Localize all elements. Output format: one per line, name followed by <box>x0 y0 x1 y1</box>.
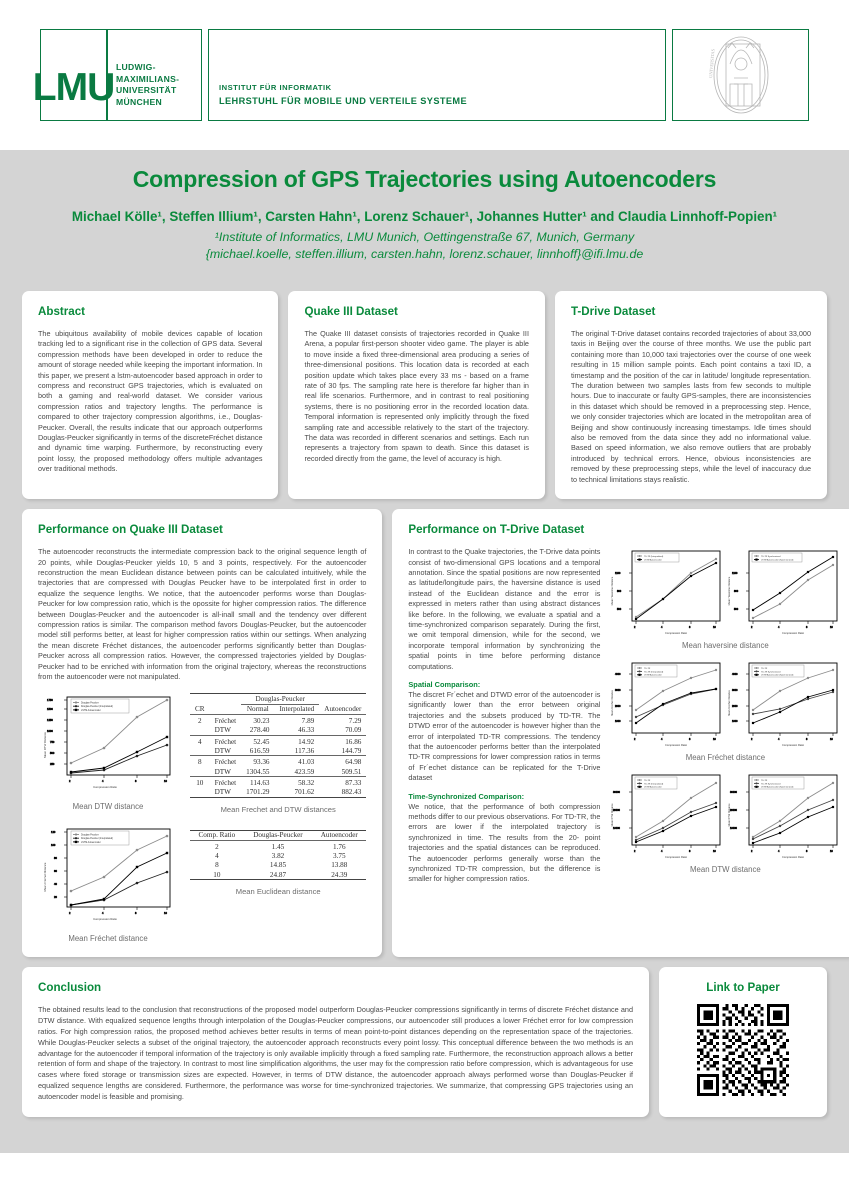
time-sync-comparison-heading: Time-Synchronized Comparison: <box>408 791 525 801</box>
figure-tdrive-frechet <box>610 659 840 762</box>
table-row: DTW 616.59 117.36 144.79 <box>190 746 366 756</box>
tdrive-haversine-caption: Mean haversine distance <box>682 641 769 651</box>
svg-text:Compression Ratio: Compression Ratio <box>665 744 688 748</box>
svg-text:1500: 1500 <box>47 708 53 712</box>
svg-text:TD-TR (Interpolated): TD-TR (Interpolated) <box>644 555 664 558</box>
svg-text:LSTM Autoencoder: LSTM Autoencoder <box>81 842 101 845</box>
svg-text:TD-TR (Interpolated): TD-TR (Interpolated) <box>644 783 664 786</box>
quake-dtw-legend <box>71 699 129 713</box>
svg-text:80: 80 <box>54 857 57 861</box>
frechet-spatial-legend <box>635 665 677 677</box>
row-conclusion <box>22 967 827 1116</box>
svg-text:2: 2 <box>634 626 636 630</box>
paper-qr-code[interactable] <box>697 1004 789 1096</box>
svg-text:8: 8 <box>689 738 691 742</box>
col-dp: Douglas-Peucker <box>244 830 312 840</box>
svg-text:10: 10 <box>164 912 167 916</box>
svg-text:1000: 1000 <box>615 720 621 724</box>
svg-text:4: 4 <box>102 912 104 916</box>
frechet-sync-legend <box>752 665 804 677</box>
tdrive-dtw-caption: Mean DTW distance <box>690 865 761 875</box>
svg-text:1000: 1000 <box>732 720 738 724</box>
figure-quake-frechet <box>38 825 178 943</box>
svg-text:Mean Fréchet Distance: Mean Fréchet Distance <box>43 862 47 892</box>
table-row: 2 Fréchet 30.23 7.89 7.29 <box>198 716 362 725</box>
svg-text:2000: 2000 <box>615 705 621 709</box>
col-cr: CR <box>190 704 210 714</box>
university-line-1: LUDWIG- <box>116 62 156 72</box>
tdrive-frechet-caption: Mean Fréchet distance <box>685 753 766 763</box>
perf-tdrive-card <box>392 509 849 957</box>
svg-text:LSTM Autoencoder (Synchronized: LSTM Autoencoder (Synchronized) <box>761 559 794 562</box>
col-comp-ratio: Comp. Ratio <box>190 830 244 840</box>
svg-text:Compression Ratio: Compression Ratio <box>782 744 805 748</box>
table-header-row <box>190 704 366 714</box>
tdrive-frechet-spatial-plot <box>610 659 723 751</box>
title-band <box>0 150 849 281</box>
poster-header <box>0 0 849 150</box>
svg-text:Compression Ratio: Compression Ratio <box>665 632 688 636</box>
email-line: {michael.koelle, steffen.illium, carsten.hahn, lorenz.schauer, linnhoff}@ifi.lmu.de <box>205 247 644 261</box>
quake-heading: Quake III Dataset <box>304 305 398 318</box>
quake-frechet-caption: Mean Fréchet distance <box>68 934 148 944</box>
svg-text:LSTM Autoencoder: LSTM Autoencoder <box>644 674 663 677</box>
haversine-sync-legend <box>752 553 802 562</box>
table-row: 10 24.87 24.39 <box>190 870 366 880</box>
svg-text:2: 2 <box>69 912 71 916</box>
svg-text:Mean Fréchet Distance: Mean Fréchet Distance <box>728 690 732 717</box>
svg-text:10: 10 <box>713 850 717 854</box>
svg-text:60: 60 <box>54 870 57 874</box>
svg-text:TD-TR: TD-TR <box>761 779 768 782</box>
svg-text:500: 500 <box>734 608 739 612</box>
table-row: 4 3.82 3.75 <box>215 852 346 861</box>
page-title: Compression of GPS Trajectories using Autoencoders <box>132 166 717 192</box>
perf-quake-card <box>22 509 382 957</box>
link-heading: Link to Paper <box>706 981 780 995</box>
svg-text:1250: 1250 <box>47 719 53 723</box>
svg-text:100: 100 <box>51 844 56 848</box>
university-seal-icon <box>704 34 778 116</box>
svg-text:10: 10 <box>830 626 834 630</box>
university-line-2: MAXIMILIANS- <box>116 73 180 84</box>
link-card <box>659 967 827 1116</box>
author-list: Michael Kölle¹, Steffen Illium¹, Carsten Hahn¹, Lorenz Schauer¹, Johannes Hutter¹ and Claudia Linnhoff-Popien¹ <box>71 209 778 224</box>
quake-frechet-plot <box>41 825 175 927</box>
svg-text:Mean Haversine Distance: Mean Haversine Distance <box>728 576 732 606</box>
figure-quake-dtw <box>38 693 178 811</box>
perf-tdrive-heading: Performance on T-Drive Dataset <box>408 523 585 537</box>
svg-text:LSTM Autoencoder (Synchronized: LSTM Autoencoder (Synchronized) <box>761 786 794 789</box>
svg-text:4000: 4000 <box>732 673 738 677</box>
svg-text:4: 4 <box>661 850 663 854</box>
svg-text:TD-TR (Interpolated): TD-TR (Interpolated) <box>644 671 664 674</box>
conclusion-text: The obtained results lead to the conclusion that reconstructions of the proposed model outperform Douglas-Peucker compressions significantly in terms of discrete Fréchet distance and DTW distance. With equalized sequence lengths through interpolation of the Douglas-Peucker compressions, our autoencoder still produces a lower Fréchet error for low compression ratios. For high compression ratios, the proposed method achieves better results in terms of mean point-to-point distances depending on the representation space of the trajectories. While Douglas-Peucker selects a subset of the original trajectory, the autoencoder approach reconstructs every point lossy. This conceptual difference between the two methods is an advantage for the autoencoder if temporal information of the trajectory is only available implicitly through a fixed sampling rate. Furthermore, the reconstruction approach allows a better retention of form and shape of the trajectory. In contrast to most line simplification algorithms, the user may fix the compression ratio before compression, which is advantageous for use cases where fixed storage or transmission sizes are expected. However, in terms of DTW distance, the autoencoder approach always performed worse than Douglas-Peucker if equalized sequence lengths are considered. Furthermore, the performance was worse for time-synchronized trajectories. We summarize, that compressing GPS trajectories using an autoencoder model is feasible and promising. <box>38 1005 633 1101</box>
figure-tdrive-dtw <box>610 771 840 874</box>
svg-text:Douglas-Peucker: Douglas-Peucker <box>81 834 99 837</box>
svg-text:1100: 1100 <box>615 572 621 576</box>
table-row <box>190 694 366 704</box>
svg-text:30000: 30000 <box>613 791 621 795</box>
quake-card <box>288 291 544 499</box>
svg-text:1100: 1100 <box>732 572 738 576</box>
svg-text:40: 40 <box>54 883 57 887</box>
svg-text:500: 500 <box>617 608 622 612</box>
svg-text:Douglas-Peucker (Interpolated): Douglas-Peucker (Interpolated) <box>81 838 113 841</box>
university-seal-box <box>672 29 809 121</box>
table-row: DTW 1304.55 423.59 509.51 <box>190 767 366 777</box>
svg-text:3000: 3000 <box>615 689 621 693</box>
tdrive-text: The original T-Drive dataset contains recorded trajectories of about 33,000 taxis in Beijing over the course of three months. We use the public part containing more than 10,000 taxi trajectories over the course of one week resulting in 15 million sample points. Each point contains a taxi ID, a timestamp and the position of the car in latitude/ longitude representation. The duration between two samples lasts from few seconds to multiple hours. Due to inaccurate or faulty GPS-samples, there are inconsistencies in this dataset which should be removed in a preprocessing step. Hence, we only consider trajectories which are located in the metropolitan area of Beijing and show continuously increasing timestamps. Idle times should also be removed from the data since they add no informational value. Based on speed information, we also remove outliers that are probably introduced by technical errors. Hence, obvious inconsistencies are removed by these preprocessing steps, while the level of inaccuracy due to technical limitations stays realistic. <box>570 329 811 484</box>
svg-text:10: 10 <box>164 780 167 784</box>
svg-text:4: 4 <box>778 626 780 630</box>
svg-text:8: 8 <box>806 738 808 742</box>
col-interpolated: Interpolated <box>275 704 320 714</box>
time-sync-comparison-text: We notice, that the performance of both compression methods differ to our previous observations. For TD-TR, the errors are lower if the interpolated trajectory is synchronized in time. The results from the 20- point trajectories and the spatial distances can be reproduced. The autoencoder performs generally worse than the synchronized TD-TR compression, but the difference is smaller for higher compression ratios. <box>408 801 601 884</box>
abstract-card <box>22 291 278 499</box>
frechet-dtw-table <box>190 693 366 798</box>
university-line-3: UNIVERSITÄT <box>116 85 177 95</box>
svg-text:4: 4 <box>661 626 663 630</box>
svg-text:TD-TR Synchronized: TD-TR Synchronized <box>761 783 781 786</box>
tdrive-dtw-spatial-plot <box>610 771 723 863</box>
abstract-text: The ubiquitous availability of mobile devices capable of location tracking led to a significant rise in the collection of GPS data. Several compression methods have been developed in order to reduce the amount of storage needed while keeping the important information. In this paper, we present a lstm-autoencoder based approach in order to compress and reconstruct GPS trajectories, which is evaluated on both a gaming and real-world dataset. We consider various compression ratios and trajectory lengths. The performance is compared to other trajectory compression algorithms, i.e., Douglas-Peucker. Overall, the results indicate that our approach outperforms Douglas-Peucker significantly in terms of the discreteFréchet distance and dynamic time warping. Furthermore, by reconstructing every point lossy, the proposed methodology offers multiple advantages over traditional methods. <box>38 329 263 474</box>
svg-text:4: 4 <box>778 850 780 854</box>
svg-text:4: 4 <box>102 780 104 784</box>
svg-text:8: 8 <box>806 626 808 630</box>
svg-text:2: 2 <box>751 626 753 630</box>
svg-text:TD-TR: TD-TR <box>644 779 651 782</box>
svg-text:Douglas-Peucker: Douglas-Peucker <box>81 702 99 705</box>
institute-box <box>208 29 666 121</box>
svg-text:Mean DTW Distance: Mean DTW Distance <box>611 803 615 827</box>
svg-text:10: 10 <box>830 850 834 854</box>
dtw-spatial-legend <box>635 777 677 789</box>
table-row: 2 1.45 1.76 <box>215 843 346 852</box>
perf-tdrive-intro: In contrast to the Quake trajectories, the T-Drive data points consist of two-dimensional GPS locations and a temporal annotation. Since the spatial positions are now represented as latitude/longitude pairs, the haversine distance is used instead of the Euclidean distance and the error is expressed in meters rather than using abstract distances like before. In the following, we evaluate a spatial and a time-synchronized comparison separately. During the first, we omit temporal dimension, while for the second, we incorporate temporal information by synchronizing the spatial points in time before performing distance computations. <box>408 547 601 671</box>
chair-line: LEHRSTUHL FÜR MOBILE UND VERTEILE SYSTEME <box>219 96 467 106</box>
svg-text:1750: 1750 <box>47 699 53 703</box>
poster-body <box>0 281 849 1139</box>
svg-text:2: 2 <box>751 738 753 742</box>
svg-text:Mean Haversine Distance: Mean Haversine Distance <box>611 576 615 606</box>
tdrive-card <box>555 291 827 499</box>
perf-quake-heading: Performance on Quake III Dataset <box>38 523 223 537</box>
quake-dtw-plot <box>41 693 175 795</box>
svg-text:2000: 2000 <box>732 705 738 709</box>
svg-text:800: 800 <box>617 590 622 594</box>
university-name-box <box>107 29 202 121</box>
svg-text:Mean Fréchet Distance: Mean Fréchet Distance <box>611 690 615 717</box>
svg-text:8: 8 <box>689 626 691 630</box>
spatial-comparison-text: The discret Fr´echet and DTWD error of the autoencoder is significantly lower than the error between original trajectories and the subsets produced by TD-TR. The DTWD error of the autoencoder is however higher than the error of interpolated TD-TR compressions. The tendency that the autoencoder performs better than the interpolated TD-TR compressions for lower compression ratios in terms of Fr´echet distance can be replicated for the T-Drive dataset <box>408 689 601 783</box>
lmu-logo <box>32 29 115 121</box>
affiliation-line: ¹Institute of Informatics, LMU Munich, Oettingenstraße 67, Munich, Germany <box>214 230 635 244</box>
svg-text:4: 4 <box>778 738 780 742</box>
svg-text:10000: 10000 <box>730 827 738 831</box>
svg-text:20000: 20000 <box>730 809 738 813</box>
svg-text:4000: 4000 <box>615 673 621 677</box>
svg-text:120: 120 <box>51 831 56 835</box>
svg-text:1000: 1000 <box>47 730 53 734</box>
tdrive-haversine-spatial-plot <box>610 547 723 639</box>
svg-text:Compression Ratio: Compression Ratio <box>665 856 688 860</box>
svg-text:10000: 10000 <box>613 827 621 831</box>
haversine-spatial-legend <box>635 553 679 562</box>
abstract-heading: Abstract <box>38 305 86 318</box>
table-row: 10 Fréchet 114.63 58.32 87.33 <box>196 779 362 788</box>
conclusion-card <box>22 967 649 1116</box>
svg-text:2: 2 <box>751 850 753 854</box>
tdrive-dtw-sync-plot <box>727 771 840 863</box>
svg-text:TD-TR: TD-TR <box>644 667 651 670</box>
svg-text:TD-TR Synchronized: TD-TR Synchronized <box>761 555 781 558</box>
table-group-header: Douglas-Peucker <box>241 694 319 704</box>
footer-band <box>0 1139 849 1153</box>
svg-text:500: 500 <box>50 752 55 756</box>
svg-text:8: 8 <box>135 912 137 916</box>
svg-text:10: 10 <box>713 738 717 742</box>
svg-text:8: 8 <box>806 850 808 854</box>
svg-text:LSTM Autoencoder: LSTM Autoencoder <box>81 710 101 713</box>
svg-text:Compression Ratio: Compression Ratio <box>93 785 117 790</box>
euclidean-table-caption: Mean Euclidean distance <box>235 887 321 897</box>
tdrive-haversine-sync-plot <box>727 547 840 639</box>
svg-text:TD-TR Synchronized: TD-TR Synchronized <box>761 671 781 674</box>
svg-text:10: 10 <box>830 738 834 742</box>
svg-text:750: 750 <box>50 741 55 745</box>
logo-row <box>32 29 809 121</box>
svg-text:2: 2 <box>634 738 636 742</box>
col-normal: Normal <box>241 704 274 714</box>
col-autoencoder: Autoencoder <box>319 704 366 714</box>
table-row: 4 Fréchet 52.45 14.92 16.86 <box>198 737 362 746</box>
svg-text:250: 250 <box>50 763 55 767</box>
dtw-sync-legend <box>752 777 804 789</box>
svg-text:20000: 20000 <box>613 809 621 813</box>
perf-quake-text: The autoencoder reconstructs the intermediate compression back to the original sequence length of 20 points, while Douglas-Peucker yields 10, 5 and 3 points, respectively. For the autoencoder reconstruction the mean Euclidean distance between points can be calculated intuitively, while the trajectories that are compressed with Douglas Peucker have to be interpolated first in order to equalize the sequence lengths. We notice, that the autoencoder performs worse than Douglas-Peucker for low compression ratio, which is the opossite for higher compression ratios. The difference between Douglas-Peucker and the autoencoder is all-inall small and the tendency over different compression ratios is similar. The comparison method favors Douglas-Peucker, but the autoencoder model still performs better, at least for higher compression ratios within our settings. When analyzing the mean discrete Fréchet distances, the autoencoder performs significantly better than Douglas-Peucker across all compression ratios. However, the compressed trajectories yielded by Douglas-Peucker had to be enriched with information from the original trajectory, whereas the reconstructions from the autoencoder were not manipulated. <box>38 547 367 681</box>
svg-text:Mean DTW Distance: Mean DTW Distance <box>43 732 47 759</box>
svg-text:10: 10 <box>713 626 717 630</box>
svg-text:2: 2 <box>634 850 636 854</box>
svg-text:Compression Ratio: Compression Ratio <box>93 917 117 922</box>
svg-text:LSTM Autoencoder: LSTM Autoencoder <box>644 786 663 789</box>
university-line-4: MÜNCHEN <box>116 96 163 107</box>
table-row: 8 14.85 13.88 <box>215 861 348 870</box>
svg-text:LSTM Autoencoder: LSTM Autoencoder <box>644 559 663 562</box>
svg-text:Douglas-Peucker (Interpolated): Douglas-Peucker (Interpolated) <box>81 706 113 709</box>
table-row: 8 Fréchet 93.36 41.03 64.98 <box>198 758 362 767</box>
svg-text:20: 20 <box>54 896 57 900</box>
svg-text:3000: 3000 <box>732 689 738 693</box>
spatial-comparison-heading: Spatial Comparison: <box>408 679 481 689</box>
lmu-logo-text: LMU <box>32 66 115 109</box>
institute-line: INSTITUT FÜR INFORMATIK <box>219 83 332 92</box>
svg-text:Compression Ratio: Compression Ratio <box>782 632 805 636</box>
svg-text:LSTM Autoencoder (Synchronized: LSTM Autoencoder (Synchronized) <box>761 674 794 677</box>
frechet-dtw-table-caption: Mean Frechet and DTW distances <box>220 804 336 814</box>
tdrive-frechet-sync-plot <box>727 659 840 751</box>
svg-text:800: 800 <box>734 590 739 594</box>
quake-frechet-legend <box>71 831 129 845</box>
conclusion-heading: Conclusion <box>38 981 102 995</box>
svg-text:TD-TR: TD-TR <box>761 667 768 670</box>
euclidean-table <box>190 830 366 880</box>
svg-text:Mean DTW Distance: Mean DTW Distance <box>728 803 732 827</box>
table-header-row <box>190 830 366 840</box>
tdrive-heading: T-Drive Dataset <box>570 305 656 318</box>
row-performance <box>22 509 834 957</box>
table-row: DTW 278.40 46.33 70.09 <box>190 725 366 735</box>
table-row: DTW 1701.29 701.62 882.43 <box>190 788 366 798</box>
svg-text:4: 4 <box>661 738 663 742</box>
svg-text:UNIVERSITAS: UNIVERSITAS <box>707 48 716 79</box>
col-ae: Autoencoder <box>312 830 366 840</box>
row-datasets <box>22 291 827 499</box>
svg-text:8: 8 <box>135 780 137 784</box>
svg-text:Compression Ratio: Compression Ratio <box>782 856 805 860</box>
figure-tdrive-haversine <box>610 547 840 650</box>
svg-text:2: 2 <box>69 780 71 784</box>
quake-text: The Quake III dataset consists of trajectories recorded in Quake III Arena, a popular first-person shooter video game. The player is able to move inside a fixed three-dimensional area producing a series of three-dimensional positions. This location data is recorded at each position update which takes place every 33 ms - based on a frame rate of 30 fps. The sampling rate here is therefore far higher than in real life scenarios. Furthermore, and in contrast to real positioning systems, there is no positioning error in the recorded location data. Temporal information is represented only implicitly through the fixed sampling rate and accessible relatively to the start of the trajectory. The data was recorded in different scenarios and settings. Each run represents a trajectory from spawn to death. Since this dataset is recorded directly from the game, the level of accuracy is high. <box>304 329 529 463</box>
svg-text:8: 8 <box>689 850 691 854</box>
svg-text:30000: 30000 <box>730 791 738 795</box>
quake-dtw-caption: Mean DTW distance <box>72 802 144 812</box>
